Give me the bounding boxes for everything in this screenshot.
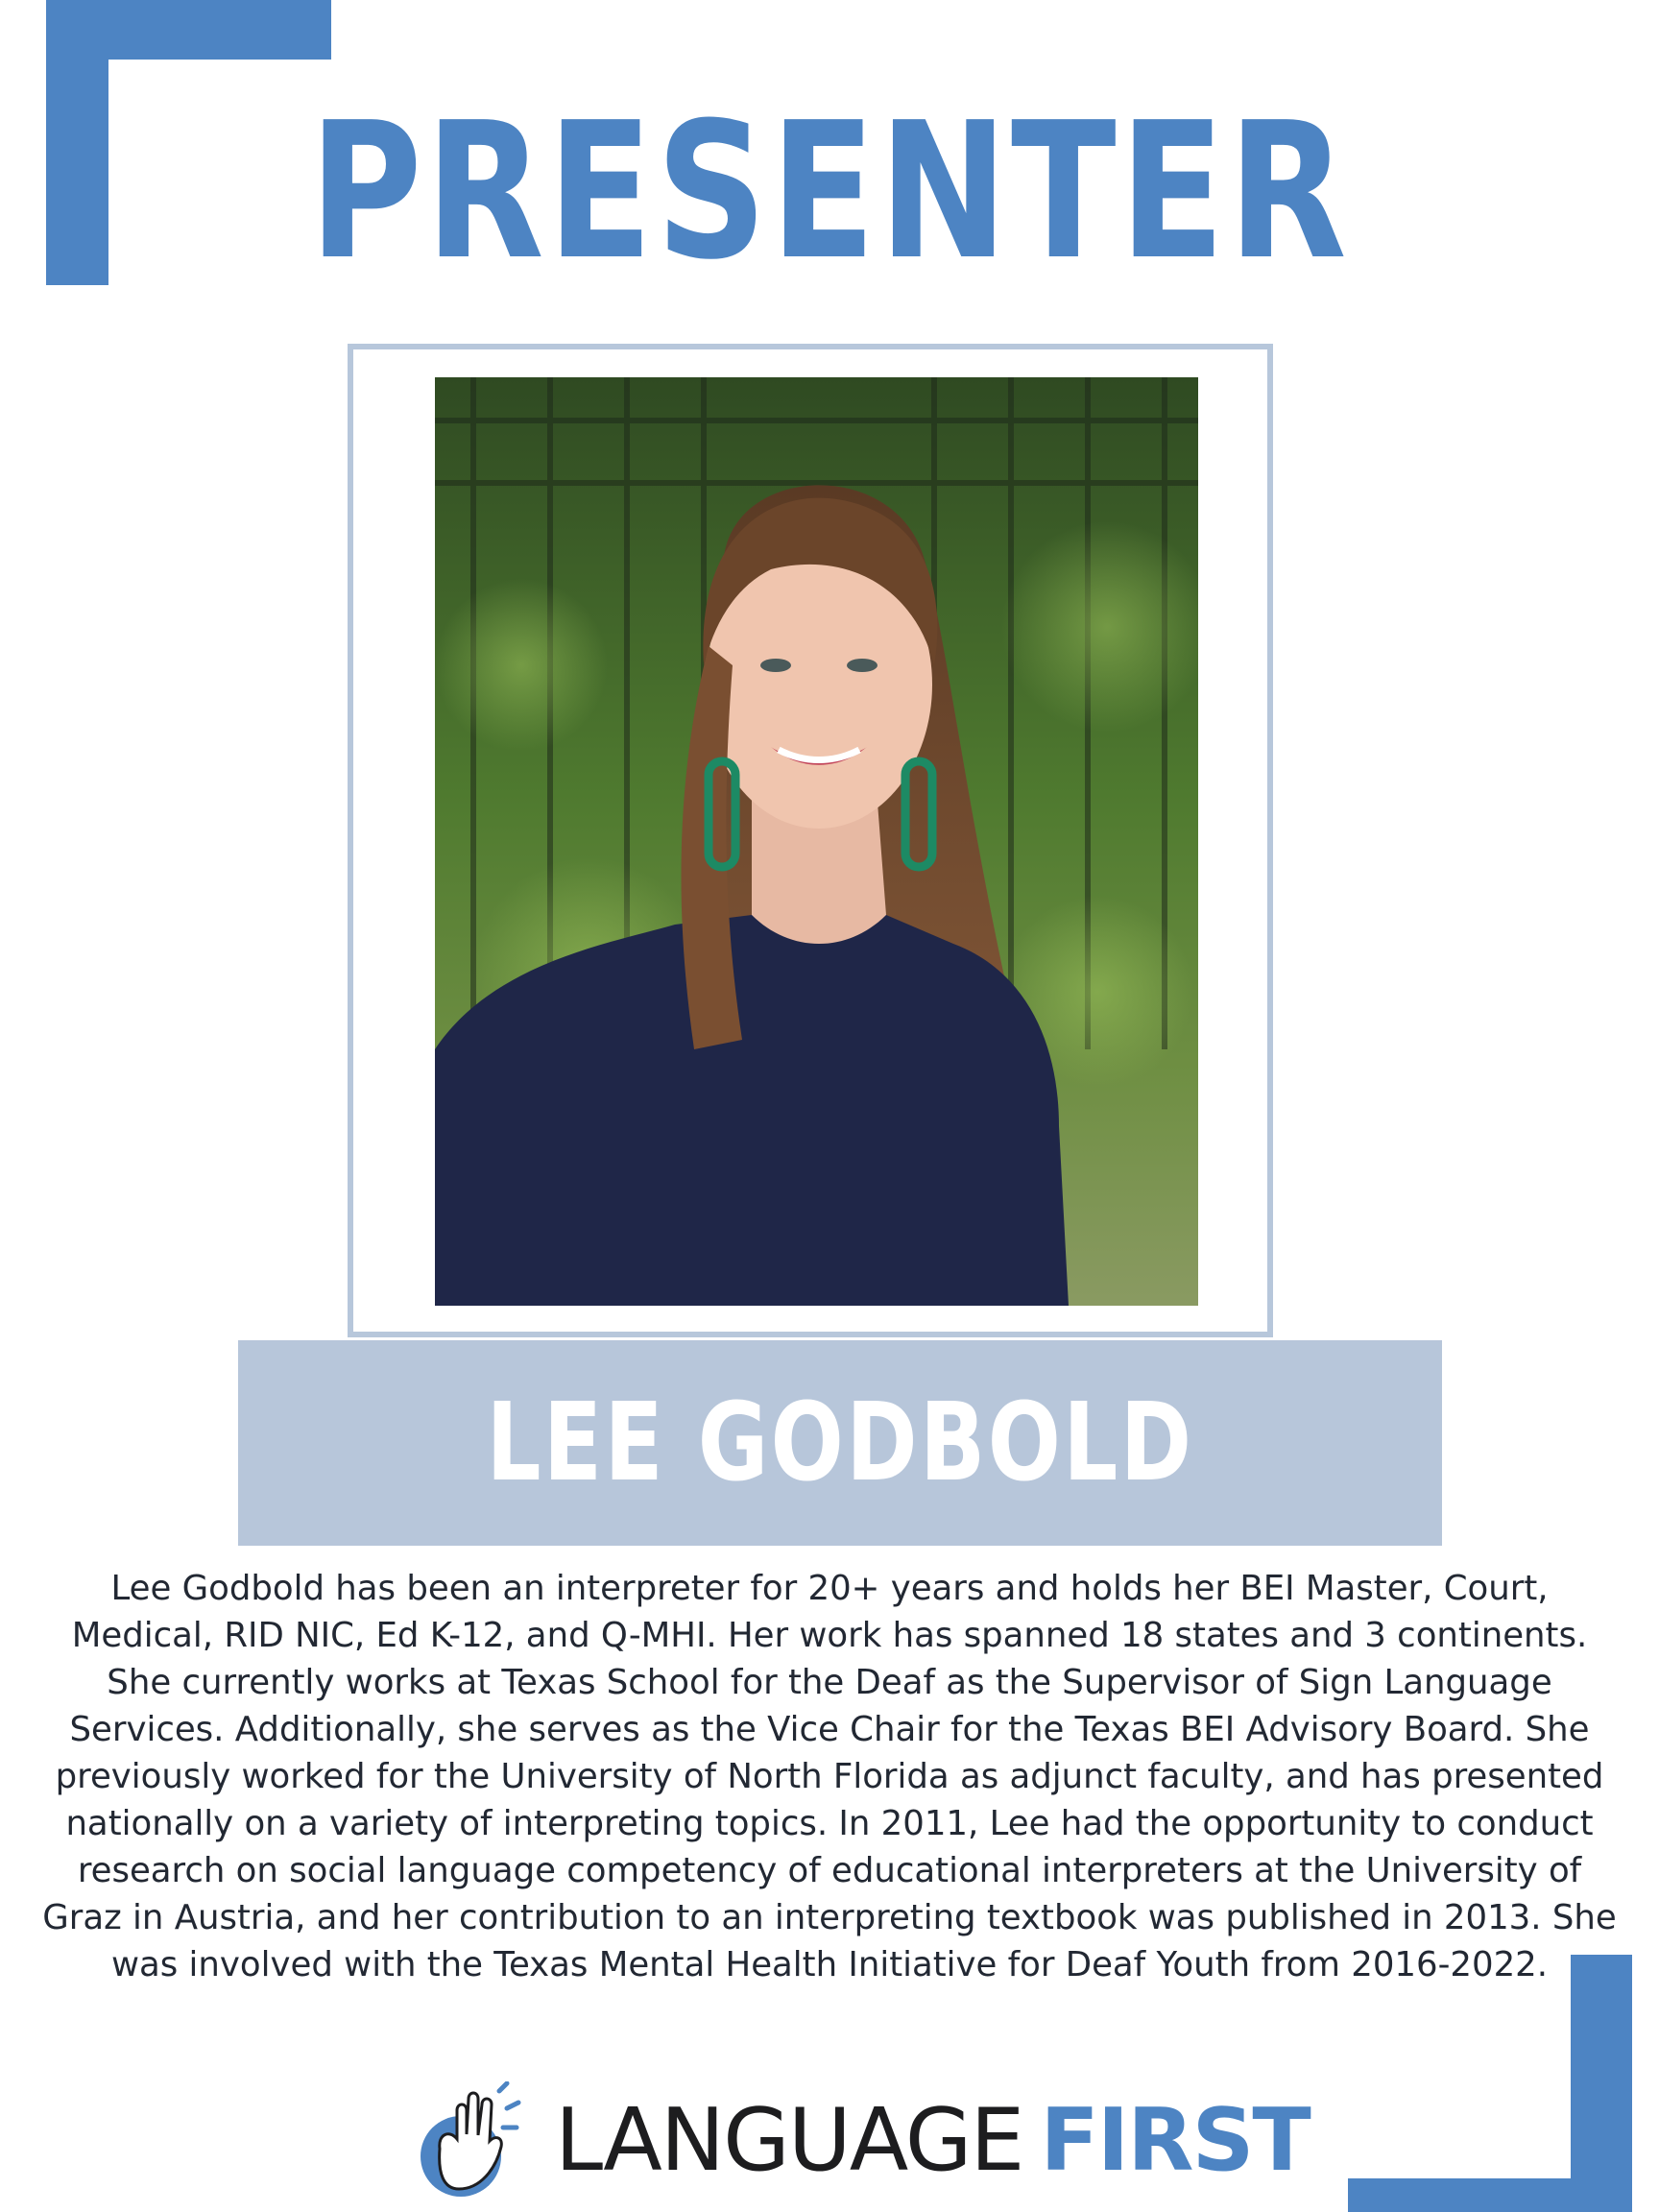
corner-accent-bottom-right-horizontal (1348, 2178, 1632, 2212)
page-title: PRESENTER (308, 83, 1351, 301)
presenter-photo (435, 377, 1198, 1306)
presenter-name-band (238, 1340, 1442, 1546)
corner-accent-bottom-right-vertical (1571, 1955, 1632, 2212)
logo-word-first: FIRST (1040, 2090, 1310, 2191)
logo-word-language: LANGUAGE (555, 2090, 1023, 2191)
signing-hand-icon (411, 2081, 524, 2201)
presenter-bio: Lee Godbold has been an interpreter for 20+ years and holds her BEI Master, Court, Medical, RID NIC, Ed K-12, and Q-MHI. Her work has spanned 18 states and 3 continents. She currently works at Texas School for the Deaf as the Supervisor of Sign Language Services. Additionally, she serves as the Vice Chair for the Texas BEI Advisory Board. She previously worked for the University of North Florida as adjunct faculty, and has presented nationally on a variety of interpreting topics. In 2011, Lee had the opportunity to conduct research on social language competency of educational interpreters at the University of Graz in Austria, and her contribution to an interpreting textbook was published in 2013. She was involved with the Texas Mental Health Initiative for Deaf Youth from 2016-2022. (42, 1569, 1617, 1984)
language-first-logo (411, 2081, 1310, 2206)
logo-wordmark (555, 2090, 1310, 2191)
presenter-name: LEE GODBOLD (486, 1381, 1194, 1505)
corner-accent-top-left-vertical (46, 0, 108, 285)
